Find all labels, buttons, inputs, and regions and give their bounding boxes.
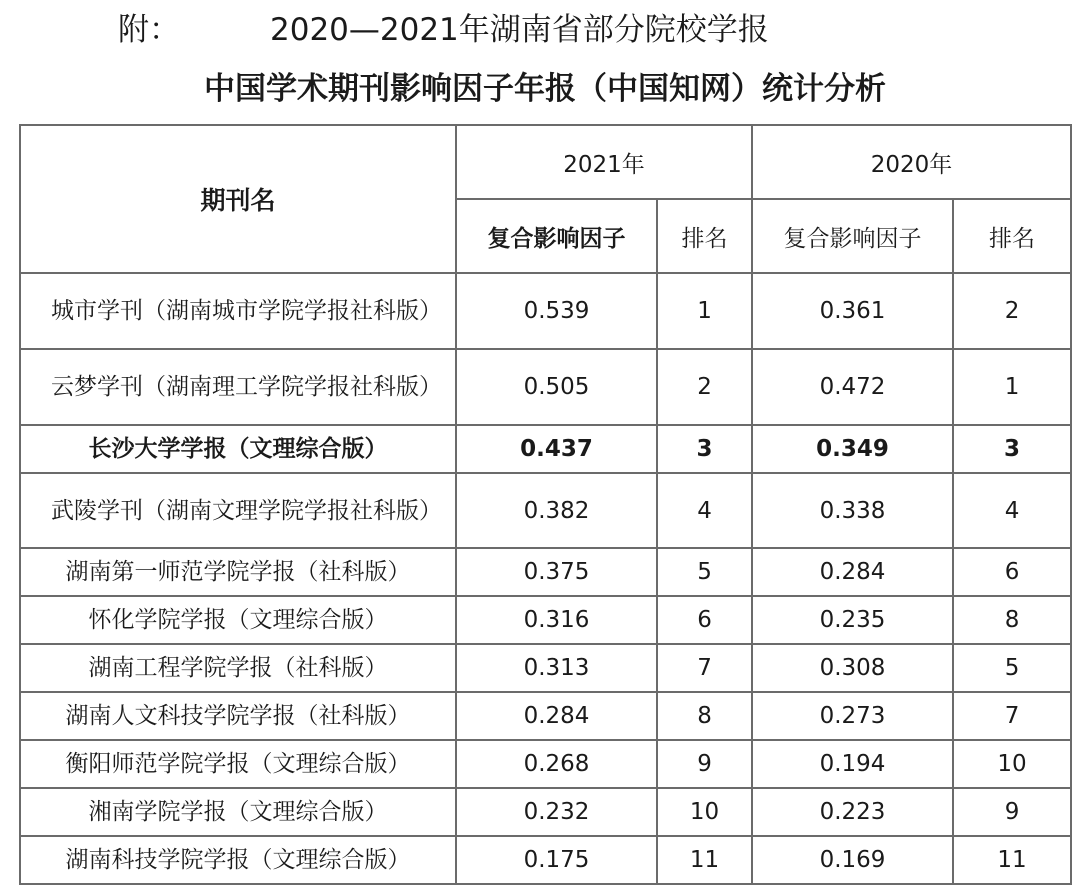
document-title-line1 <box>118 8 769 52</box>
table-row <box>20 644 1071 692</box>
table-row <box>20 425 1071 473</box>
journal-name: 长沙大学学报（文理综合版） <box>20 425 456 473</box>
subheader-rank-2020: 排名 <box>953 199 1071 273</box>
column-header-2021: 2021年 <box>456 125 752 199</box>
appendix-prefix: 附： <box>118 12 180 48</box>
journal-name: 怀化学院学报（文理综合版） <box>20 596 456 644</box>
impact-factor-2020: 0.338 <box>752 473 953 548</box>
impact-factor-2020: 0.194 <box>752 740 953 788</box>
impact-factor-2020: 0.472 <box>752 349 953 425</box>
journal-name: 湖南人文科技学院学报（社科版） <box>20 692 456 740</box>
impact-factor-2021: 0.382 <box>456 473 657 548</box>
impact-factor-2020: 0.284 <box>752 548 953 596</box>
table-row <box>20 596 1071 644</box>
rank-2021: 1 <box>657 273 752 349</box>
impact-factor-2021: 0.437 <box>456 425 657 473</box>
rank-2020: 1 <box>953 349 1071 425</box>
rank-2020: 9 <box>953 788 1071 836</box>
rank-2021: 9 <box>657 740 752 788</box>
impact-factor-2021: 0.175 <box>456 836 657 884</box>
impact-factor-2020: 0.273 <box>752 692 953 740</box>
title-text: 2020—2021年湖南省部分院校学报 <box>270 12 769 48</box>
rank-2021: 4 <box>657 473 752 548</box>
impact-factor-2020: 0.223 <box>752 788 953 836</box>
impact-factor-2021: 0.316 <box>456 596 657 644</box>
table-row <box>20 548 1071 596</box>
table-row <box>20 788 1071 836</box>
rank-2021: 8 <box>657 692 752 740</box>
journal-name: 湖南科技学院学报（文理综合版） <box>20 836 456 884</box>
subheader-if-2021: 复合影响因子 <box>456 199 657 273</box>
journal-name: 武陵学刊（湖南文理学院学报社科版） <box>20 473 456 548</box>
rank-2020: 7 <box>953 692 1071 740</box>
rank-2021: 2 <box>657 349 752 425</box>
journal-name: 湘南学院学报（文理综合版） <box>20 788 456 836</box>
rank-2021: 10 <box>657 788 752 836</box>
rank-2020: 3 <box>953 425 1071 473</box>
impact-factor-2021: 0.375 <box>456 548 657 596</box>
impact-factor-2021: 0.539 <box>456 273 657 349</box>
table-row <box>20 273 1071 349</box>
table-row <box>20 349 1071 425</box>
journal-name: 城市学刊（湖南城市学院学报社科版） <box>20 273 456 349</box>
impact-factor-2021: 0.232 <box>456 788 657 836</box>
journal-name: 衡阳师范学院学报（文理综合版） <box>20 740 456 788</box>
rank-2020: 6 <box>953 548 1071 596</box>
rank-2021: 6 <box>657 596 752 644</box>
impact-factor-2020: 0.169 <box>752 836 953 884</box>
impact-factor-2020: 0.361 <box>752 273 953 349</box>
rank-2020: 8 <box>953 596 1071 644</box>
rank-2021: 5 <box>657 548 752 596</box>
journal-name: 湖南工程学院学报（社科版） <box>20 644 456 692</box>
impact-factor-2021: 0.313 <box>456 644 657 692</box>
table-row <box>20 836 1071 884</box>
rank-2020: 10 <box>953 740 1071 788</box>
rank-2020: 4 <box>953 473 1071 548</box>
impact-factor-2020: 0.235 <box>752 596 953 644</box>
subheader-if-2020: 复合影响因子 <box>752 199 953 273</box>
impact-factor-2021: 0.505 <box>456 349 657 425</box>
rank-2020: 5 <box>953 644 1071 692</box>
impact-factor-2021: 0.284 <box>456 692 657 740</box>
table-row <box>20 692 1071 740</box>
impact-factor-2020: 0.349 <box>752 425 953 473</box>
journal-name: 云梦学刊（湖南理工学院学报社科版） <box>20 349 456 425</box>
column-header-2020: 2020年 <box>752 125 1071 199</box>
impact-factor-2021: 0.268 <box>456 740 657 788</box>
rank-2021: 11 <box>657 836 752 884</box>
subheader-rank-2021: 排名 <box>657 199 752 273</box>
rank-2020: 2 <box>953 273 1071 349</box>
rank-2021: 3 <box>657 425 752 473</box>
rank-2020: 11 <box>953 836 1071 884</box>
rank-2021: 7 <box>657 644 752 692</box>
impact-factor-table <box>19 124 1072 885</box>
column-header-journal: 期刊名 <box>20 125 456 273</box>
table-row <box>20 740 1071 788</box>
table-row <box>20 473 1071 548</box>
journal-name: 湖南第一师范学院学报（社科版） <box>20 548 456 596</box>
document-title-line2: 中国学术期刊影响因子年报（中国知网）统计分析 <box>204 71 886 107</box>
impact-factor-2020: 0.308 <box>752 644 953 692</box>
